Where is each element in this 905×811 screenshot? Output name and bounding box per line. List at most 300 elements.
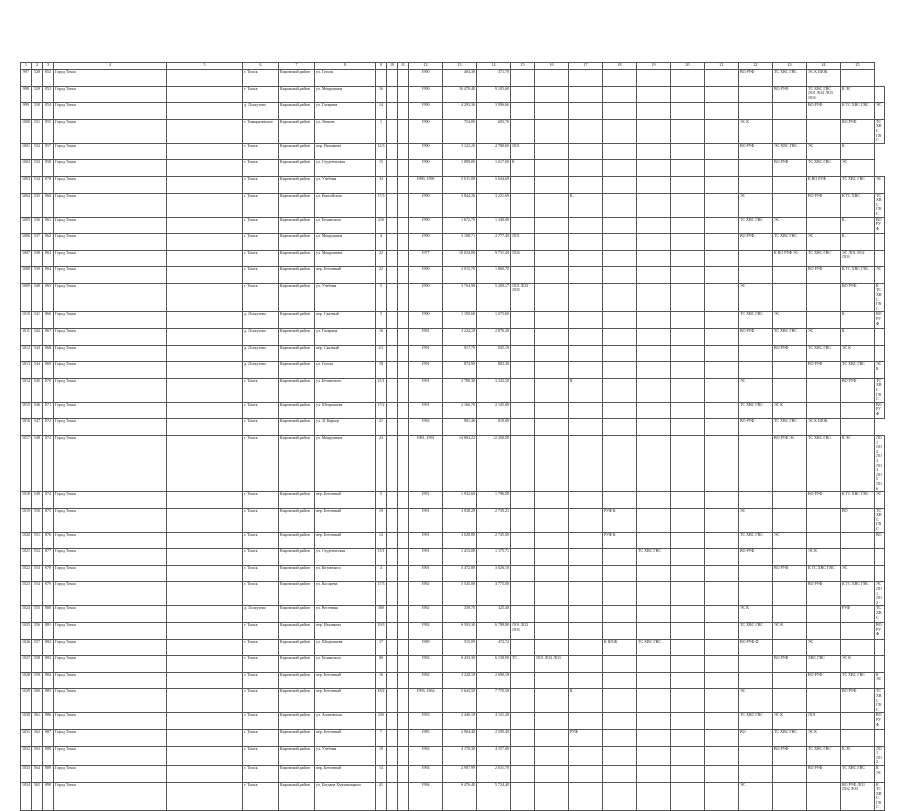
- column-number-cell: 14: [477, 63, 511, 70]
- table-cell: [398, 70, 409, 87]
- table-cell: [511, 689, 535, 713]
- table-cell: [511, 419, 535, 436]
- table-cell: 562: [32, 729, 43, 746]
- table-cell: 869: [43, 362, 54, 379]
- table-cell: ВО РУФ: [807, 267, 841, 284]
- table-cell: 1012: [21, 345, 32, 362]
- table-cell: [569, 86, 603, 103]
- table-cell: 5 643,50: [443, 689, 477, 713]
- table-cell: 542: [32, 329, 43, 346]
- table-cell: ул. Учебная: [315, 176, 376, 193]
- table-cell: [875, 639, 885, 656]
- table-cell: 4 157,00: [477, 746, 511, 765]
- table-cell: [167, 217, 243, 234]
- table-cell: пер. Бетонный: [315, 508, 376, 532]
- table-cell: ЛО1 ЛО2: [875, 746, 885, 765]
- table-cell: д. Лоскутово: [243, 312, 279, 329]
- table-cell: ЛО1 ЛО2 ЛО3: [511, 283, 535, 312]
- table-cell: г. Томск: [243, 729, 279, 746]
- table-cell: ВО РУФ: [807, 492, 841, 509]
- table-cell: [398, 176, 409, 193]
- table-cell: Город Томск: [54, 532, 167, 549]
- column-number-cell: 1: [21, 63, 32, 70]
- table-cell: 5 724,40: [477, 782, 511, 811]
- table-row: [21, 713, 885, 730]
- table-cell: [569, 549, 603, 566]
- table-cell: 2 446,10: [443, 713, 477, 730]
- table-cell: [167, 176, 243, 193]
- table-cell: ТС ХВС ГВС: [875, 378, 885, 402]
- table-cell: [637, 492, 671, 509]
- table-cell: [773, 378, 807, 402]
- table-cell: 24: [376, 435, 387, 491]
- table-cell: ул. Енисейская: [315, 193, 376, 217]
- table-cell: [671, 402, 705, 419]
- table-cell: ВО РУФ: [841, 689, 875, 713]
- table-cell: 883: [43, 656, 54, 673]
- table-cell: 548: [32, 435, 43, 491]
- table-cell: 1990: [409, 86, 443, 103]
- table-cell: 1991: [409, 565, 443, 582]
- table-cell: [841, 639, 875, 656]
- table-cell: г. Томск: [243, 746, 279, 765]
- table-cell: 1990: [409, 160, 443, 177]
- table-cell: Кировский район: [279, 656, 315, 673]
- table-cell: [535, 193, 569, 217]
- table-cell: [739, 565, 773, 582]
- table-cell: [535, 402, 569, 419]
- table-cell: [875, 329, 885, 346]
- table-cell: [637, 746, 671, 765]
- table-cell: [167, 362, 243, 379]
- table-cell: [398, 582, 409, 606]
- table-cell: К ТС ХВС ГВС: [841, 267, 875, 284]
- table-cell: 1023: [21, 582, 32, 606]
- table-cell: [807, 119, 841, 143]
- table-cell: 561: [32, 713, 43, 730]
- table-cell: [807, 689, 841, 713]
- table-cell: 9 731,40: [477, 250, 511, 267]
- table-cell: [387, 378, 398, 402]
- table-cell: [569, 362, 603, 379]
- table-cell: К ЭС: [875, 672, 885, 689]
- table-cell: 16: [376, 672, 387, 689]
- table-cell: 540: [32, 283, 43, 312]
- table-cell: ВО РУФ: [773, 86, 807, 103]
- table-cell: ЭС К: [773, 402, 807, 419]
- table-cell: [705, 746, 739, 765]
- table-cell: д. Лоскутово: [243, 606, 279, 623]
- table-cell: 19/3: [376, 623, 387, 640]
- table-cell: ВО РУФ: [739, 234, 773, 251]
- table-cell: 2 690,10: [477, 672, 511, 689]
- table-cell: [739, 746, 773, 765]
- column-number-cell: 4: [54, 63, 167, 70]
- table-cell: 4: [376, 234, 387, 251]
- table-cell: [637, 729, 671, 746]
- table-cell: ул. Гагарина: [315, 103, 376, 120]
- column-number-cell: 5: [167, 63, 243, 70]
- table-cell: [637, 508, 671, 532]
- table-cell: [705, 103, 739, 120]
- table-cell: [167, 532, 243, 549]
- table-cell: [671, 217, 705, 234]
- table-cell: 1031: [21, 729, 32, 746]
- table-cell: [535, 782, 569, 811]
- table-cell: [569, 565, 603, 582]
- table-cell: К ТС ХВС ГВС: [807, 565, 841, 582]
- table-cell: [535, 312, 569, 329]
- table-cell: 9 105,60: [477, 86, 511, 103]
- table-cell: д. Лоскутово: [243, 345, 279, 362]
- table-cell: 3 342,50: [477, 378, 511, 402]
- table-cell: [398, 329, 409, 346]
- table-cell: 2 590,40: [477, 729, 511, 746]
- table-cell: [511, 329, 535, 346]
- table-cell: [705, 234, 739, 251]
- table-cell: пер. Бетонный: [315, 689, 376, 713]
- table-cell: [773, 193, 807, 217]
- table-cell: 1992: [409, 606, 443, 623]
- table-cell: 3 996,66: [477, 103, 511, 120]
- table-cell: 1000: [21, 119, 32, 143]
- table-cell: К ТС ХВС ГВС: [875, 782, 885, 811]
- table-cell: Город Томск: [54, 435, 167, 491]
- table-cell: 2 987,99: [443, 765, 477, 782]
- table-cell: [398, 402, 409, 419]
- table-cell: [387, 765, 398, 782]
- table-cell: 1026: [21, 639, 32, 656]
- table-cell: [603, 713, 637, 730]
- table-cell: 1 175,71: [477, 549, 511, 566]
- table-cell: 10 470,40: [443, 86, 477, 103]
- table-cell: РУФ: [569, 729, 603, 746]
- table-cell: [569, 143, 603, 160]
- table-cell: [637, 193, 671, 217]
- column-number-cell: 3: [43, 63, 54, 70]
- table-cell: ЭС: [739, 508, 773, 532]
- table-cell: [637, 160, 671, 177]
- table-cell: 1007: [21, 250, 32, 267]
- table-row: [21, 283, 885, 312]
- table-cell: [603, 234, 637, 251]
- table-cell: [511, 582, 535, 606]
- table-cell: 1991: [409, 402, 443, 419]
- table-cell: 16: [376, 86, 387, 103]
- table-cell: 539: [32, 267, 43, 284]
- table-cell: К ВО РУФ: [807, 176, 841, 193]
- table-cell: [511, 217, 535, 234]
- table-cell: 549: [32, 492, 43, 509]
- table-cell: 22: [376, 250, 387, 267]
- table-cell: [739, 362, 773, 379]
- table-cell: Город Томск: [54, 729, 167, 746]
- table-cell: Город Томск: [54, 250, 167, 267]
- table-cell: [705, 70, 739, 87]
- table-cell: [671, 103, 705, 120]
- table-cell: [637, 86, 671, 103]
- table-cell: [167, 729, 243, 746]
- table-cell: [637, 345, 671, 362]
- table-cell: ЛО1 ЛО2 ЛО3: [511, 623, 535, 640]
- table-cell: пер. Бетонный: [315, 492, 376, 509]
- table-cell: 860: [43, 193, 54, 217]
- table-cell: [739, 435, 773, 491]
- table-cell: Кировский район: [279, 362, 315, 379]
- table-cell: К ТС ХВС ГВС: [841, 582, 875, 606]
- table-cell: [535, 606, 569, 623]
- table-cell: [705, 623, 739, 640]
- table-cell: [705, 672, 739, 689]
- table-cell: [773, 103, 807, 120]
- table-cell: 1991: [409, 362, 443, 379]
- table-cell: [387, 639, 398, 656]
- table-cell: Город Томск: [54, 143, 167, 160]
- table-cell: 3 221,69: [477, 193, 511, 217]
- table-cell: 1003: [21, 176, 32, 193]
- table-cell: 21б: [376, 217, 387, 234]
- table-cell: [807, 378, 841, 402]
- table-cell: 1990: [409, 217, 443, 234]
- table-cell: [398, 86, 409, 103]
- table-cell: [511, 606, 535, 623]
- table-cell: ТС ХВС ГВС: [875, 119, 885, 143]
- table-cell: [511, 765, 535, 782]
- table-cell: 870: [43, 378, 54, 402]
- table-cell: 3 015,70: [443, 267, 477, 284]
- table-cell: 1990: [409, 234, 443, 251]
- table-cell: 1014: [21, 378, 32, 402]
- table-cell: К ТС ХВС ГВС: [841, 492, 875, 509]
- table-cell: [637, 656, 671, 673]
- table-cell: [376, 70, 387, 87]
- column-number-cell: 19: [637, 63, 671, 70]
- table-cell: 884: [43, 672, 54, 689]
- table-cell: [569, 283, 603, 312]
- table-cell: [603, 656, 637, 673]
- table-cell: [603, 70, 637, 87]
- table-cell: г. Томск: [243, 378, 279, 402]
- table-cell: [603, 86, 637, 103]
- table-cell: 19: [376, 508, 387, 532]
- table-cell: 1024: [21, 606, 32, 623]
- table-cell: [535, 419, 569, 436]
- table-cell: 1029: [21, 689, 32, 713]
- table-cell: [603, 283, 637, 312]
- table-cell: ул. Гагарина: [315, 329, 376, 346]
- table-cell: ВО РУФ: [841, 119, 875, 143]
- table-cell: пер. Бетонный: [315, 672, 376, 689]
- table-cell: РУФ К: [603, 508, 637, 532]
- column-number-cell: 17: [569, 63, 603, 70]
- table-cell: 1992: [409, 419, 443, 436]
- table-cell: [671, 86, 705, 103]
- table-cell: 1990: [409, 103, 443, 120]
- table-cell: 12 260,00: [477, 435, 511, 491]
- table-cell: Город Томск: [54, 746, 167, 765]
- table-cell: ВО РУФ: [739, 143, 773, 160]
- table-row: [21, 234, 885, 251]
- table-cell: 754,00: [443, 119, 477, 143]
- table-cell: г. Томск: [243, 176, 279, 193]
- table-cell: [167, 746, 243, 765]
- table-cell: [705, 765, 739, 782]
- table-cell: [535, 345, 569, 362]
- table-cell: 871: [43, 402, 54, 419]
- table-cell: [603, 402, 637, 419]
- table-cell: г. Томск: [243, 250, 279, 267]
- table-cell: [511, 312, 535, 329]
- table-cell: 339,70: [443, 606, 477, 623]
- table-cell: 555: [32, 606, 43, 623]
- table-cell: [807, 312, 841, 329]
- table-cell: [603, 250, 637, 267]
- table-cell: Город Томск: [54, 402, 167, 419]
- table-cell: [807, 606, 841, 623]
- table-cell: Кировский район: [279, 103, 315, 120]
- table-cell: [569, 176, 603, 193]
- table-cell: 1992: [409, 656, 443, 673]
- table-cell: [398, 312, 409, 329]
- table-cell: [671, 549, 705, 566]
- table-cell: 855: [43, 119, 54, 143]
- table-cell: [398, 492, 409, 509]
- table-cell: [398, 565, 409, 582]
- table-cell: 3 038,29: [443, 508, 477, 532]
- table-cell: 14: [376, 103, 387, 120]
- table-cell: 1993: [409, 713, 443, 730]
- table-cell: [387, 234, 398, 251]
- table-cell: 533: [32, 160, 43, 177]
- table-cell: [398, 713, 409, 730]
- table-cell: ул. Белинского: [315, 656, 376, 673]
- table-row: [21, 176, 885, 193]
- table-cell: 550: [32, 508, 43, 532]
- column-number-cell: 20: [671, 63, 705, 70]
- table-cell: [671, 729, 705, 746]
- table-cell: Кировский район: [279, 345, 315, 362]
- table-cell: [569, 713, 603, 730]
- table-cell: [398, 234, 409, 251]
- table-cell: г. Томск: [243, 86, 279, 103]
- table-cell: 1 889,00: [443, 160, 477, 177]
- table-cell: [535, 362, 569, 379]
- table-cell: 560: [32, 689, 43, 713]
- table-cell: ТС ХВС ГВС: [773, 234, 807, 251]
- table-cell: [535, 639, 569, 656]
- table-cell: [535, 70, 569, 87]
- table-cell: [739, 345, 773, 362]
- table-cell: 1 190,60: [443, 312, 477, 329]
- table-cell: 1989, 1990: [409, 176, 443, 193]
- table-cell: [511, 119, 535, 143]
- table-cell: 17/2: [376, 402, 387, 419]
- table-cell: пер. Бетонный: [315, 532, 376, 549]
- table-cell: Кировский район: [279, 606, 315, 623]
- table-cell: ЭС: [841, 160, 875, 177]
- table-cell: ТС ХВС ГВС: [739, 713, 773, 730]
- table-cell: Кировский район: [279, 729, 315, 746]
- table-cell: г. Томск: [243, 160, 279, 177]
- table-cell: ТС ХВС ГВС: [739, 623, 773, 640]
- table-cell: [705, 143, 739, 160]
- column-number-cell: 2: [32, 63, 43, 70]
- table-cell: 1017: [21, 435, 32, 491]
- table-cell: Город Томск: [54, 86, 167, 103]
- table-cell: ТС ХВС ГВС: [637, 639, 671, 656]
- table-cell: [167, 402, 243, 419]
- table-cell: [637, 234, 671, 251]
- table-cell: [875, 729, 885, 746]
- table-cell: пер. Бетонный: [315, 267, 376, 284]
- table-cell: ТС ХВС ГВС: [637, 549, 671, 566]
- table-cell: [167, 565, 243, 582]
- table-cell: Кировский район: [279, 565, 315, 582]
- table-row: [21, 565, 885, 582]
- table-cell: Город Томск: [54, 160, 167, 177]
- table-cell: [637, 765, 671, 782]
- table-cell: ВО РУФ Ф: [739, 639, 773, 656]
- table-cell: [705, 193, 739, 217]
- table-cell: [637, 70, 671, 87]
- column-number-row: [21, 63, 885, 70]
- table-cell: ВО РУФ ЛО1 ЛО2 ЛО3: [841, 782, 875, 811]
- table-cell: [511, 176, 535, 193]
- table-cell: [671, 329, 705, 346]
- table-cell: ЭС: [875, 103, 885, 120]
- table-cell: [535, 250, 569, 267]
- table-cell: [705, 492, 739, 509]
- table-cell: 1004: [21, 193, 32, 217]
- table-cell: 889: [43, 765, 54, 782]
- table-cell: 4: [376, 565, 387, 582]
- table-cell: 1992: [409, 582, 443, 606]
- table-cell: ЛО1: [511, 234, 535, 251]
- table-cell: [603, 103, 637, 120]
- table-cell: ТС: [511, 656, 535, 673]
- table-cell: ТС ХВС ГВС: [841, 362, 875, 379]
- table-cell: 2 777,40: [477, 234, 511, 251]
- table-cell: [535, 234, 569, 251]
- table-cell: [637, 103, 671, 120]
- table-row: [21, 508, 885, 532]
- table-cell: ВО РУФ: [807, 765, 841, 782]
- table-cell: ЭС: [739, 378, 773, 402]
- table-cell: [387, 549, 398, 566]
- table-cell: 16: [376, 329, 387, 346]
- table-cell: 4 293,36: [443, 103, 477, 120]
- table-cell: К ЭС: [841, 435, 875, 491]
- table-cell: 545: [32, 378, 43, 402]
- table-cell: г. Томск: [243, 532, 279, 549]
- column-number-cell: 22: [739, 63, 773, 70]
- table-cell: [387, 402, 398, 419]
- table-cell: [671, 746, 705, 765]
- table-cell: [569, 217, 603, 234]
- table-cell: 1 075,60: [477, 312, 511, 329]
- table-cell: [535, 435, 569, 491]
- table-cell: 802,30: [477, 362, 511, 379]
- table-cell: 6 138,90: [477, 656, 511, 673]
- table-cell: [841, 70, 875, 87]
- table-cell: 877: [43, 549, 54, 566]
- table-cell: Кировский район: [279, 419, 315, 436]
- table-cell: [807, 782, 841, 811]
- table-cell: [705, 312, 739, 329]
- table-cell: [603, 160, 637, 177]
- table-cell: Город Томск: [54, 508, 167, 532]
- table-cell: Город Томск: [54, 492, 167, 509]
